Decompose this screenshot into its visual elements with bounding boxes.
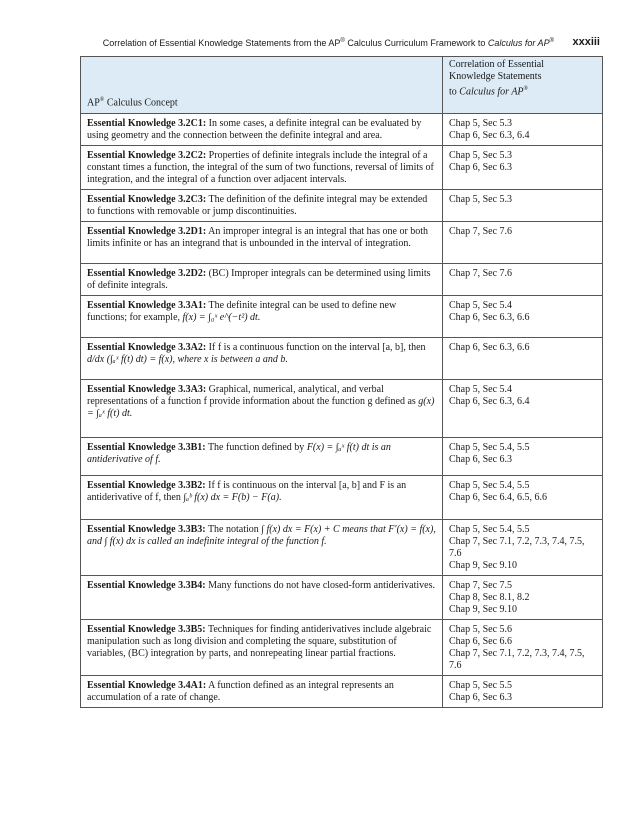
correlation-cell — [443, 296, 603, 338]
chapter-section-reference: Chap 6, Sec 6.3, 6.6 — [449, 312, 530, 323]
concept-cell — [81, 620, 443, 676]
table-row — [81, 264, 603, 296]
chapter-section-reference: Chap 6, Sec 6.3 — [449, 162, 513, 173]
concept-cell — [81, 520, 443, 576]
concept-cell — [81, 114, 443, 146]
math-expression: F(x) = ∫ₐˣ f(t) dt is an antiderivative of f. — [87, 442, 391, 465]
correlation-cell — [443, 380, 603, 438]
correlation-cell — [443, 576, 603, 620]
essential-knowledge-label: Essential Knowledge 3.2D1: — [87, 226, 207, 237]
essential-knowledge-label: Essential Knowledge 3.3B3: — [87, 524, 206, 535]
correlation-cell — [443, 620, 603, 676]
table-row — [81, 114, 603, 146]
math-expression: ∫ f(x) dx = F(x) + C means that F′(x) = f(x), and ∫ f(x) dx is called an indefinite integral of the function f. — [87, 524, 436, 547]
chapter-section-reference: Chap 8, Sec 8.1, 8.2 — [449, 592, 530, 603]
table-row — [81, 520, 603, 576]
table-row — [81, 438, 603, 476]
essential-knowledge-text: If f is a continuous function on the interval [a, b], then — [206, 342, 426, 353]
essential-knowledge-text: In some cases, a definite integral can be evaluated by using geometry and the connection between the definite integral and area. — [87, 118, 422, 141]
math-expression: d/dx (∫ₐˣ f(t) dt) = f(x), where x is between a and b. — [87, 354, 288, 365]
correlation-cell — [443, 338, 603, 380]
chapter-section-reference: Chap 7, Sec 7.6 — [449, 268, 513, 279]
essential-knowledge-label: Essential Knowledge 3.2C3: — [87, 194, 207, 205]
concept-cell — [81, 264, 443, 296]
concept-column-header: AP® Calculus Concept — [81, 57, 443, 114]
essential-knowledge-text: An improper integral is an integral that has one or both limits infinite or has an integrand that is unbounded in the interval of integration. — [87, 226, 429, 249]
chapter-section-reference: Chap 5, Sec 5.4, 5.5 — [449, 442, 530, 453]
chapter-section-reference: Chap 5, Sec 5.5 — [449, 680, 513, 691]
chapter-section-reference: Chap 6, Sec 6.4, 6.5, 6.6 — [449, 492, 548, 503]
correlation-cell — [443, 264, 603, 296]
chapter-section-reference: Chap 6, Sec 6.3, 6.4 — [449, 396, 530, 407]
concept-cell — [81, 296, 443, 338]
chapter-section-reference: Chap 6, Sec 6.3 — [449, 692, 513, 703]
essential-knowledge-text: A function defined as an integral represents an accumulation of a rate of change. — [87, 680, 394, 703]
correlation-table — [80, 56, 603, 708]
concept-cell — [81, 438, 443, 476]
math-expression: ∫ₐᵇ f(x) dx = F(b) − F(a). — [183, 492, 282, 503]
concept-cell — [81, 476, 443, 520]
essential-knowledge-label: Essential Knowledge 3.3B5: — [87, 624, 206, 635]
table-row — [81, 576, 603, 620]
correlation-column-header: Correlation of Essential Knowledge Statements to Calculus for AP® — [443, 57, 603, 114]
table-row — [81, 620, 603, 676]
chapter-section-reference: Chap 7, Sec 7.1, 7.2, 7.3, 7.4, 7.5, 7.6 — [449, 536, 585, 559]
essential-knowledge-text: The function defined by — [205, 442, 307, 453]
concept-cell — [81, 338, 443, 380]
correlation-cell — [443, 438, 603, 476]
essential-knowledge-label: Essential Knowledge 3.2C1: — [87, 118, 207, 129]
table-row — [81, 146, 603, 190]
chapter-section-reference: Chap 7, Sec 7.1, 7.2, 7.3, 7.4, 7.5, 7.6 — [449, 648, 585, 671]
essential-knowledge-text: The definition of the definite integral may be extended to functions with removable or jump discontinuities. — [87, 194, 428, 217]
chapter-section-reference: Chap 9, Sec 9.10 — [449, 604, 518, 615]
concept-cell — [81, 380, 443, 438]
chapter-section-reference: Chap 6, Sec 6.3, 6.4 — [449, 130, 530, 141]
essential-knowledge-text: The notation — [205, 524, 262, 535]
math-expression: f(x) = ∫₀ˣ e^(−t²) dt. — [182, 312, 261, 323]
essential-knowledge-text: Many functions do not have closed-form antiderivatives. — [205, 580, 436, 591]
chapter-section-reference: Chap 6, Sec 6.3 — [449, 454, 513, 465]
chapter-section-reference: Chap 7, Sec 7.6 — [449, 226, 513, 237]
essential-knowledge-text: Techniques for finding antiderivatives include algebraic manipulation such as long division and completing the square, substitution of variables, (BC) integration by parts, and nonrepeating linear partial fractions. — [87, 624, 432, 659]
chapter-section-reference: Chap 6, Sec 6.3, 6.6 — [449, 342, 530, 353]
table-row — [81, 190, 603, 222]
concept-cell — [81, 576, 443, 620]
concept-cell — [81, 222, 443, 264]
chapter-section-reference: Chap 5, Sec 5.3 — [449, 194, 513, 205]
chapter-section-reference: Chap 5, Sec 5.3 — [449, 150, 513, 161]
table-row — [81, 476, 603, 520]
table-row — [81, 296, 603, 338]
essential-knowledge-label: Essential Knowledge 3.2C2: — [87, 150, 207, 161]
essential-knowledge-label: Essential Knowledge 3.3B1: — [87, 442, 206, 453]
correlation-cell — [443, 520, 603, 576]
essential-knowledge-label: Essential Knowledge 3.2D2: — [87, 268, 207, 279]
chapter-section-reference: Chap 6, Sec 6.6 — [449, 636, 513, 647]
concept-cell — [81, 676, 443, 708]
correlation-cell — [443, 114, 603, 146]
running-head — [80, 36, 600, 52]
essential-knowledge-label: Essential Knowledge 3.3B2: — [87, 480, 206, 491]
table-row — [81, 338, 603, 380]
table-row — [81, 222, 603, 264]
concept-cell — [81, 146, 443, 190]
table-row — [81, 380, 603, 438]
essential-knowledge-label: Essential Knowledge 3.3A2: — [87, 342, 207, 353]
table-body — [81, 114, 603, 708]
essential-knowledge-label: Essential Knowledge 3.3A1: — [87, 300, 207, 311]
correlation-cell — [443, 676, 603, 708]
correlation-cell — [443, 146, 603, 190]
essential-knowledge-text: (BC) Improper integrals can be determined using limits of definite integrals. — [87, 268, 431, 291]
page-number: xxxiii — [572, 36, 600, 48]
chapter-section-reference: Chap 5, Sec 5.3 — [449, 118, 513, 129]
chapter-section-reference: Chap 7, Sec 7.5 — [449, 580, 513, 591]
correlation-cell — [443, 476, 603, 520]
chapter-section-reference: Chap 9, Sec 9.10 — [449, 560, 518, 571]
chapter-section-reference: Chap 5, Sec 5.4 — [449, 384, 513, 395]
essential-knowledge-text: If f is continuous on the interval [a, b] and F is an antiderivative of f, then — [87, 480, 407, 503]
essential-knowledge-text: Properties of definite integrals include the integral of a constant times a function, the integral of the sum of two functions, reversal of limits of integration, and the integral of a function over adjacent intervals. — [87, 150, 434, 185]
table-row — [81, 676, 603, 708]
correlation-cell — [443, 222, 603, 264]
concept-cell — [81, 190, 443, 222]
essential-knowledge-text: Graphical, numerical, analytical, and verbal representations of a function f provide information about the function g defined as — [87, 384, 419, 407]
math-expression: g(x) = ∫ₐˣ f(t) dt. — [87, 396, 435, 419]
correlation-cell — [443, 190, 603, 222]
chapter-section-reference: Chap 5, Sec 5.4, 5.5 — [449, 480, 530, 491]
essential-knowledge-text: The definite integral can be used to define new functions; for example, — [87, 300, 397, 323]
essential-knowledge-label: Essential Knowledge 3.3A3: — [87, 384, 207, 395]
table-header-row — [81, 57, 603, 114]
chapter-section-reference: Chap 5, Sec 5.6 — [449, 624, 513, 635]
chapter-section-reference: Chap 5, Sec 5.4, 5.5 — [449, 524, 530, 535]
running-head-title: Correlation of Essential Knowledge Statements from the AP® Calculus Curriculum Framework to Calculus for AP® — [102, 38, 554, 48]
essential-knowledge-label: Essential Knowledge 3.4A1: — [87, 680, 207, 691]
chapter-section-reference: Chap 5, Sec 5.4 — [449, 300, 513, 311]
essential-knowledge-label: Essential Knowledge 3.3B4: — [87, 580, 206, 591]
